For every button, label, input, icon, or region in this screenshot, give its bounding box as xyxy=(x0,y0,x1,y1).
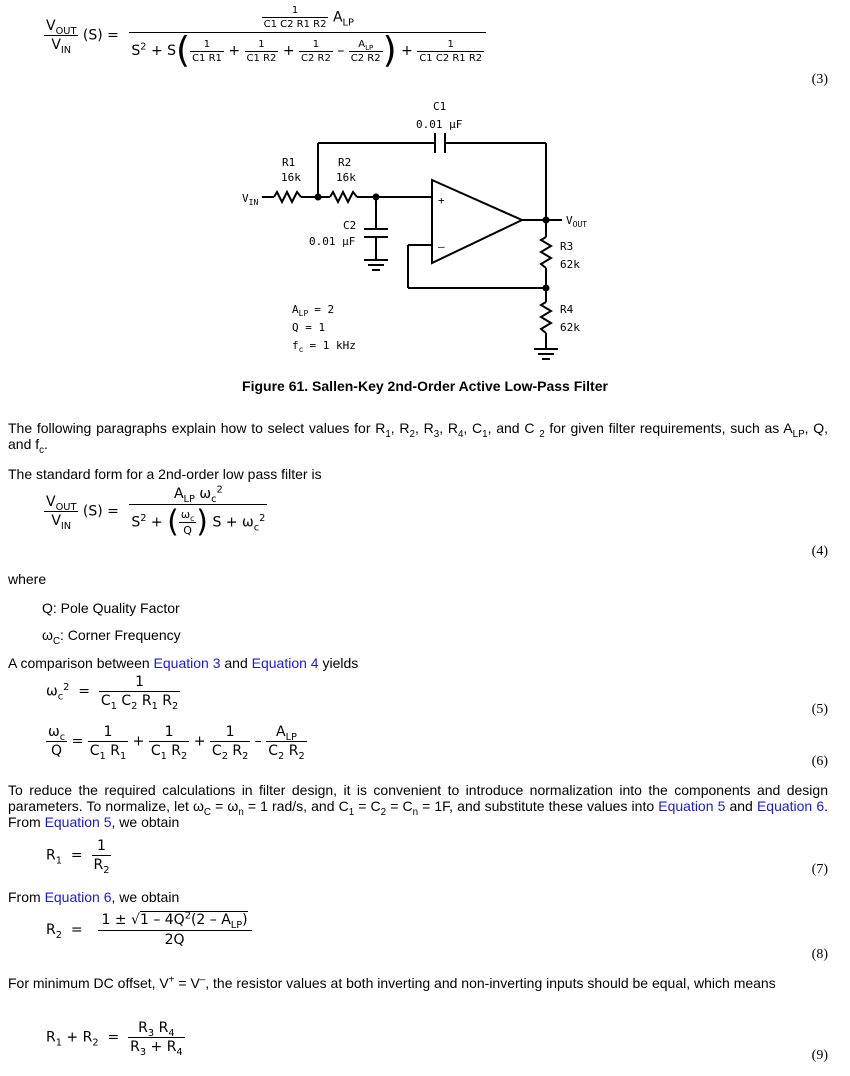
link-equation-6[interactable]: Equation 6 xyxy=(756,798,825,814)
wc-definition: $\omega_C$: Corner Frequency xyxy=(42,627,181,647)
noninverting-sign: + xyxy=(438,194,445,207)
link-equation-6-b[interactable]: Equation 6 xyxy=(44,889,112,905)
r2-name: R2 xyxy=(338,156,352,169)
link-equation-5-b[interactable]: Equation 5 xyxy=(44,814,112,830)
c1-name: C1 xyxy=(433,100,447,113)
paragraph-select-values: The following paragraphs explain how to select values for $R_1$, $R_2$, $R_3$, $R_4$, $C_1$, and C $_2$ for given filter requirements, such as $A_{LP}$, Q, and $f_c$. xyxy=(8,420,829,456)
q-spec: Q = 1 xyxy=(292,321,326,334)
q-definition: Q: Pole Quality Factor xyxy=(42,600,180,616)
paragraph-dc-offset: For minimum DC offset, V+ = V–, the resistor values at both inverting and non-inverting inputs should be equal, which means xyxy=(8,974,776,991)
equation-5: $\omega_c^2$ = $\frac{1}{C_1 C_2 R_1 R_2}$ xyxy=(46,674,179,712)
vout-label: $V_{OUT}$ xyxy=(566,214,588,229)
equation-4-number: (4) xyxy=(811,544,828,559)
equation-9: $R_1 + R_2$ = $\frac{R_3 R_4}{R_3 + R_4}$ xyxy=(46,1020,183,1058)
r3-value: 62k xyxy=(560,258,580,271)
equation-7-number: (7) xyxy=(811,862,828,877)
fc-spec: $f_c = 1$ kHz xyxy=(292,339,356,354)
c1-value: 0.01 µF xyxy=(416,118,463,131)
alp-spec: $A_{LP} = 2$ xyxy=(292,303,335,318)
equation-4: $\frac{V_{OUT}}{V_{IN}}$ (S) = $A_{LP}$ $\omega_c^2$ $S^2$ + ( $\frac{\omega_c}{Q}$ ) $S + \omega_c^2$ xyxy=(46,484,266,540)
vin-label: $V_{IN}$ xyxy=(242,192,259,207)
equation-6: $\frac{\omega_c}{Q}$ = $\frac{1}{C_1 R_1}$ + $\frac{1}{C_1 R_2}$ + $\frac{1}{C_2 R_2}$ – $\frac{A_{LP}}{C_2 R_2}$ xyxy=(48,724,305,762)
equation-7: $R_1$ = $\frac{1}{R_2}$ xyxy=(46,838,110,876)
link-equation-5[interactable]: Equation 5 xyxy=(658,798,726,814)
equation-6-number: (6) xyxy=(811,754,828,769)
r1-value: 16k xyxy=(281,171,301,184)
link-equation-4[interactable]: Equation 4 xyxy=(251,655,319,671)
r3-name: R3 xyxy=(560,240,574,253)
sallen-key-circuit xyxy=(230,95,610,370)
equation-5-number: (5) xyxy=(811,702,828,717)
c2-name: C2 xyxy=(343,219,357,232)
c2-value: 0.01 µF xyxy=(309,235,356,248)
from-equation-6: From Equation 6, we obtain xyxy=(8,889,180,905)
inverting-sign: – xyxy=(438,240,445,253)
figure-caption: Figure 61. Sallen-Key 2nd-Order Active Low-Pass Filter xyxy=(242,378,608,394)
where-label: where xyxy=(8,571,47,587)
equation-3: $\frac{V_{OUT}}{V_{IN}}$ (S) = $\frac{1}{C1 C2 R1 R2}$ $A_{LP}$ $S^2 + S$( $\frac{1}{C1 R1}$ + $\frac{1}{C1 R2}$ + $\frac{1}{C2 R2}$ – $\frac{A_{LP}}{C2 R2}$ ) + $\frac{1}{C1 C2 R1 R2}$ xyxy=(44,5,486,66)
paragraph-normalization: To reduce the required calculations in filter design, it is convenient to introduce normalization into the components and design parameters. To normalize, let $\omega_C = \omega_n = 1$ rad/s, and $C_1 = C_2 = C_n = 1F$, and substitute these values into Equation 5 and Equation 6. From Equation 5, we obtain xyxy=(8,782,828,830)
equation-8: $R_2$ = $\frac{1 \pm √1 - 4Q^2(2 - A_{LP})}{2Q}$ xyxy=(46,912,252,948)
r4-name: R4 xyxy=(560,303,574,316)
comparison-sentence: A comparison between Equation 3 and Equation 4 yields xyxy=(8,655,359,671)
equation-9-number: (9) xyxy=(811,1048,828,1063)
equation-3-number: (3) xyxy=(811,72,828,87)
equation-8-number: (8) xyxy=(811,947,828,962)
r4-value: 62k xyxy=(560,321,580,334)
paragraph-standard-form: The standard form for a 2nd-order low pass filter is xyxy=(8,466,322,482)
link-equation-3[interactable]: Equation 3 xyxy=(153,655,221,671)
r1-name: R1 xyxy=(282,156,296,169)
r2-value: 16k xyxy=(336,171,356,184)
